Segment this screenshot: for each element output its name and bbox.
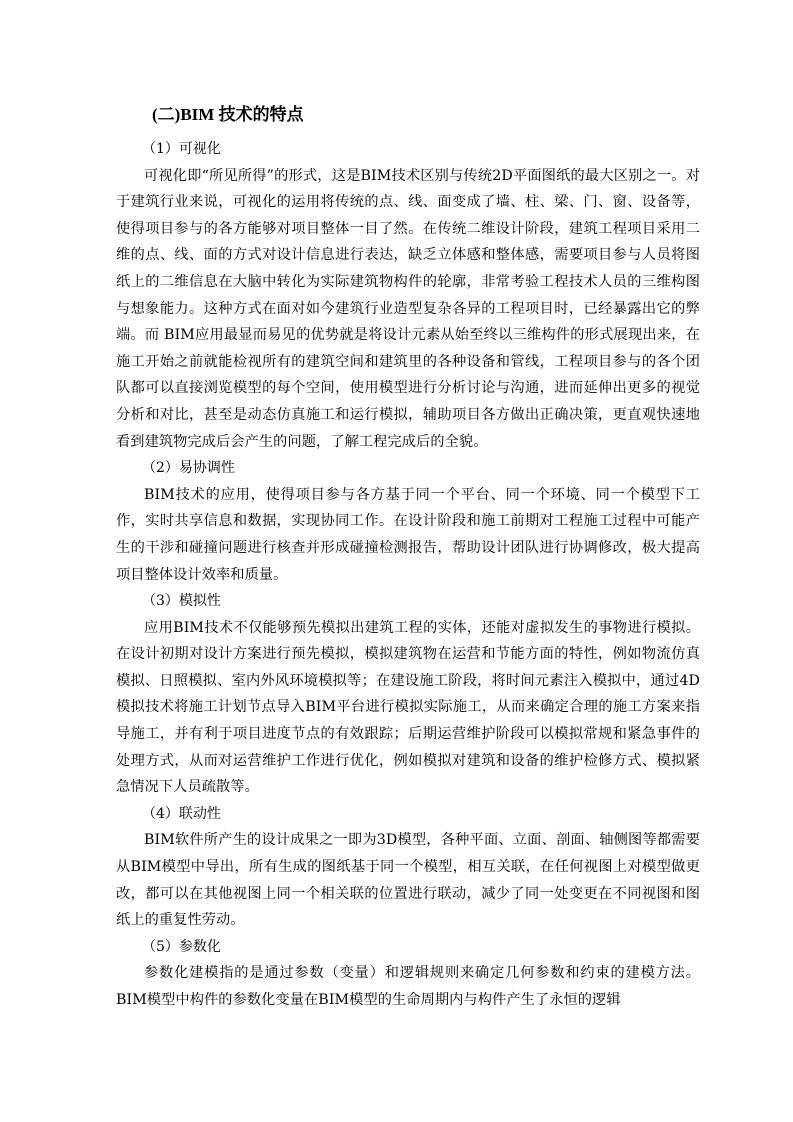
paragraph-linkage: BIM软件所产生的设计成果之一即为3D模型，各种平面、立面、剖面、轴侧图等都需要从BIM模型中导出，所有生成的图纸基于同一个模型，相互关联，在任何视图上对模型做更改，都可以在其他视图上同一个相关联的位置进行联动，减少了同一处变更在不同视图和图纸上的重复性劳动。 [116, 832, 700, 929]
subheading-parametric: （5）参数化 [142, 938, 221, 955]
section-content [116, 100, 700, 1014]
section-heading: (二)BIM 技术的特点 [152, 105, 304, 124]
paragraph-parametric: 参数化建模指的是通过参数（变量）和逻辑规则来确定几何参数和约束的建模方法。BIM模型中构件的参数化变量在BIM模型的生命周期内与构件产生了永恒的逻辑 [116, 965, 700, 1008]
subheading-linkage: （4）联动性 [142, 805, 221, 822]
paragraph-visualization: 可视化即“所见所得”的形式，这是BIM技术区别与传统2D平面图纸的最大区别之一。对于建筑行业来说，可视化的运用将传统的点、线、面变成了墙、柱、梁、门、窗、设备等，使得项目参与的各方能够对项目整体一目了然。在传统二维设计阶段，建筑工程项目采用二维的点、线、面的方式对设计信息进行表达，缺乏立体感和整体感，需要项目参与人员将图纸上的二维信息在大脑中转化为实际建筑物构件的轮廓，非常考验工程技术人员的三维构图与想象能力。这种方式在面对如今建筑行业造型复杂各异的工程项目时，已经暴露出它的弊端。而 BIM应用最显而易见的优势就是将设计元素从始至终以三维构件的形式展现出来，在施工开始之前就能检视所有的建筑空间和建筑里的各种设备和管线，工程项目参与的各个团队都可以直接浏览模型的每个空间，使用模型进行分析讨论与沟通，进而延伸出更多的视觉分析和对比，甚至是动态仿真施工和运行模拟，辅助项目各方做出正确决策，更直观快速地看到建筑物完成后会产生的问题，了解工程完成后的全貌。 [116, 167, 700, 450]
paragraph-coordination: BIM技术的应用，使得项目参与各方基于同一个平台、同一个环境、同一个模型下工作，实时共享信息和数据，实现协同工作。在设计阶段和施工前期对工程施工过程中可能产生的干涉和碰撞问题进行核查并形成碰撞检测报告，帮助设计团队进行协调修改，极大提高项目整体设计效率和质量。 [116, 486, 700, 583]
subheading-coordination: （2）易协调性 [142, 460, 235, 477]
paragraph-simulation: 应用BIM技术不仅能够预先模拟出建筑工程的实体，还能对虚拟发生的事物进行模拟。在设计初期对设计方案进行预先模拟，模拟建筑物在运营和节能方面的特性，例如物流仿真模拟、日照模拟、室内外风环境模拟等；在建设施工阶段，将时间元素注入模拟中，通过4D模拟技术将施工计划节点导入BIM平台进行模拟实际施工，从而来确定合理的施工方案来指导施工，并有利于项目进度节点的有效跟踪；后期运营维护阶段可以模拟常规和紧急事件的处理方式，从而对运营维护工作进行优化，例如模拟对建筑和设备的维护检修方式、模拟紧急情况下人员疏散等。 [116, 619, 700, 796]
subheading-simulation: （3）模拟性 [142, 593, 221, 610]
subheading-visualization: （1）可视化 [142, 141, 221, 157]
